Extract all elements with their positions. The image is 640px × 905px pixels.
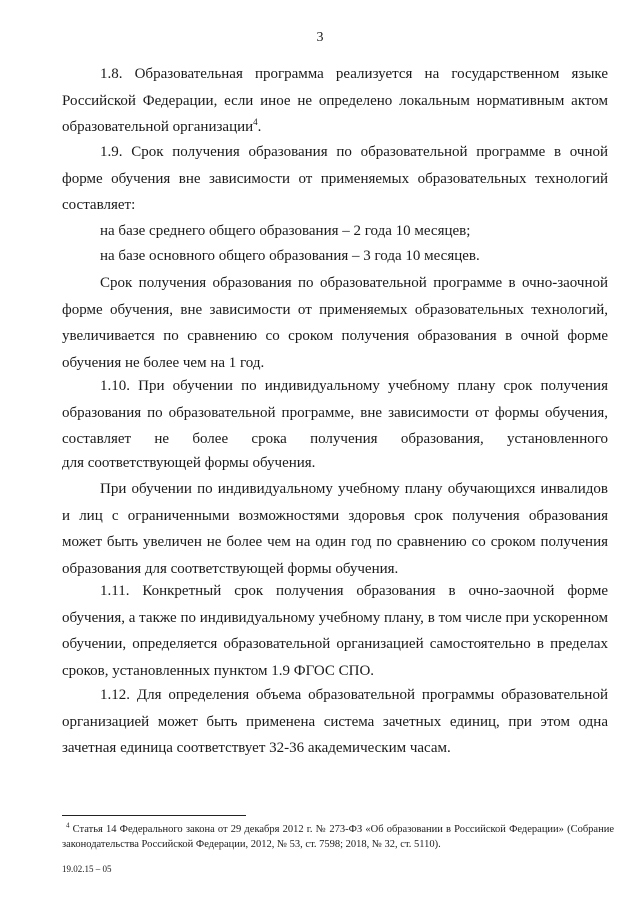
footnote-ref: 4 <box>253 117 258 127</box>
term-secondary-education: на базе среднего общего образования – 2 года 10 месяцев; <box>100 223 471 239</box>
paragraph-1-8-end: . <box>257 119 262 135</box>
paragraph-1-11: 1.11. Конкретный срок получения образования в очно-заочной форме обучения, а также по индивидуальному учебному плану, в том числе при ускоренном обучении, определяется образовательной организацией самостоятельно в пределах сроков, установленных пунктом 1.9 ФГОС СПО. <box>62 583 608 679</box>
footnote-divider <box>62 815 246 816</box>
paragraph-1-10: 1.10. При обучении по индивидуальному учебному плану срок получения образования по образовательной программе, вне зависимости от формы обучения, составляет не более срока получения образования, установленного <box>62 378 608 447</box>
footnote-mark: 4 <box>66 821 70 830</box>
footnote <box>62 822 614 852</box>
paragraph-1-9: 1.9. Срок получения образования по образовательной программе в очной форме обучения вне зависимости от применяемых образовательных технологий составляет: <box>62 144 608 213</box>
paragraph-1-8 <box>62 61 608 141</box>
page-number: 3 <box>316 30 324 45</box>
paragraph-disabled-learners: При обучении по индивидуальному учебному плану обучающихся инвалидов и лиц с ограниченными возможностями здоровья срок получения образования может быть увеличен не более чем на один год по сравнению со сроком получения образования для соответствующей формы обучения. <box>62 481 608 577</box>
paragraph-1-12: 1.12. Для определения объема образовательной программы образовательной организацией может быть применена система зачетных единиц, при этом одна зачетная единица соответствует 32-36 академическим часам. <box>62 687 608 756</box>
paragraph-1-8-text: 1.8. Образовательная программа реализуется на государственном языке Российской Федерации, если иное не определено локальным нормативным актом образовательной организации <box>62 66 608 135</box>
term-basic-education: на базе основного общего образования – 3 года 10 месяцев. <box>100 248 480 264</box>
paragraph-extramural-term: Срок получения образования по образовательной программе в очно-заочной форме обучения, вне зависимости от применяемых образовательных технологий, увеличивается по сравнению со сроком получения образования в очной форме обучения не более чем на 1 год. <box>62 275 608 371</box>
footnote-text: Статья 14 Федерального закона от 29 декабря 2012 г. № 273-ФЗ «Об образовании в Российской Федерации» (Собрание законодательства Российской Федерации, 2012, № 53, ст. 7598; 2018, № 32, ст. 5110). <box>62 824 614 850</box>
document-code: 19.02.15 – 05 <box>62 864 112 874</box>
paragraph-1-10-end: для соответствующей формы обучения. <box>62 455 316 471</box>
